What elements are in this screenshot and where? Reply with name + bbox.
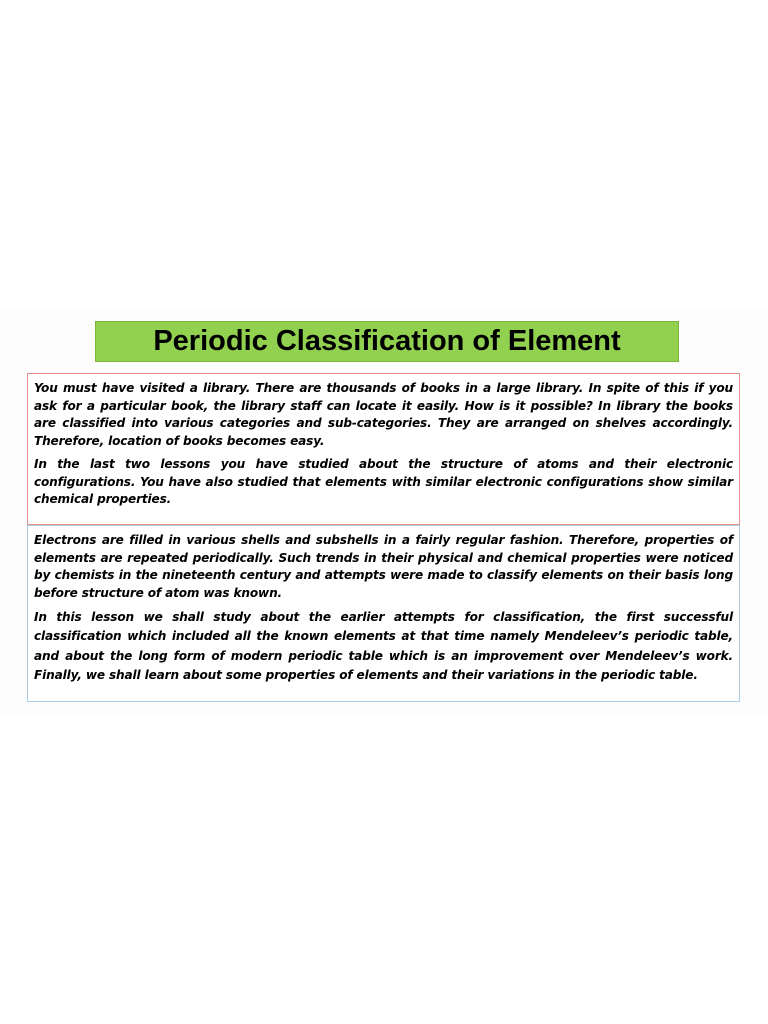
lesson-paragraph-overview: In this lesson we shall study about the earlier attempts for classification, the first successful classification which included all the known elements at that time namely Mendeleev’s periodic table, and about the long form of modern periodic table which is an improvement over Mendeleev’s work. Finally, we shall learn about some properties of elements and their variations in the periodic table. [34, 609, 733, 683]
title-banner [95, 321, 679, 362]
intro-paragraph-previous-lessons: In the last two lessons you have studied about the structure of atoms and their electronic configurations. You have also studied that elements with similar electronic configurations show similar chemical properties. [34, 456, 733, 507]
lesson-text-box [27, 525, 740, 702]
page-title: Periodic Classification of Element [153, 325, 621, 357]
intro-text-box [27, 373, 740, 525]
intro-paragraph-library: You must have visited a library. There are thousands of books in a large library. In spite of this if you ask for a particular book, the library staff can locate it easily. How is it possible? In library the books are classified into various categories and sub-categories. They are arranged on shelves accordingly. Therefore, location of books becomes easy. [34, 381, 733, 449]
lesson-paragraph-electrons: Electrons are filled in various shells and subshells in a fairly regular fashion. Therefore, properties of elements are repeated periodically. Such trends in their physical and chemical properties were noticed by chemists in the nineteenth century and attempts were made to classify elements on their basis long before structure of atom was known. [34, 533, 733, 601]
